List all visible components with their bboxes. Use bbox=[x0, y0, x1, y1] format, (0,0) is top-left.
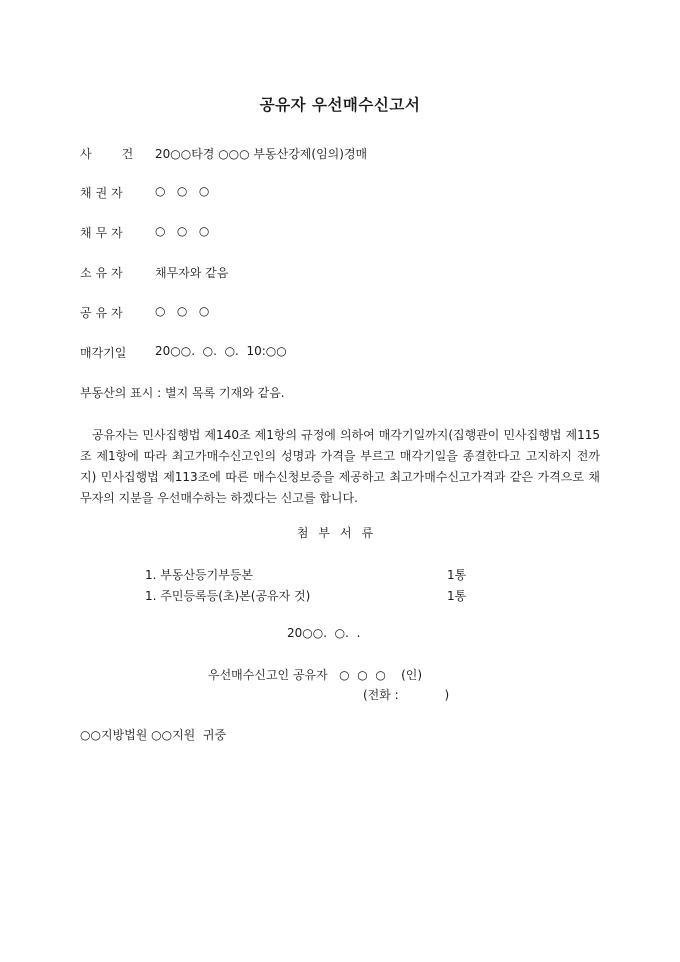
attachments-title: 첨부서류 bbox=[296, 526, 384, 540]
sale-date-label: 매각기일 bbox=[80, 346, 127, 360]
debtor-label: 채무자 bbox=[80, 226, 127, 240]
phone-line: (전화 : ) bbox=[363, 688, 450, 702]
court-addressee: ○○지방법원 ○○지원 귀중 bbox=[80, 728, 227, 742]
creditor-value: ○ ○ ○ bbox=[155, 184, 210, 198]
body-paragraph: 공유자는 민사집행법 제140조 제1항의 규정에 의하여 매각기일까지(집행관이 민사집행법 제115조 제1항에 따라 최고가매수신고인의 성명과 가격을 부르고 매각기일을 종결한다고 고지하지 전까지) 민사집행법 제113조에 따른 매수신청보증을 제공하고 최고가매수신고가격과 같은 가격으로 채무자의 지분을 우선매수하는 하겠다는 신고를 합니다. bbox=[80, 428, 600, 505]
signature-line: 우선매수신고인 공유자 ○ ○ ○ (인) bbox=[208, 668, 423, 682]
coowner-label: 공유자 bbox=[80, 306, 127, 320]
case-label: 사건 bbox=[80, 147, 134, 161]
attachment-item: 1. 주민등록등(초)본(공유자 것) bbox=[145, 589, 311, 603]
attachment-qty: 1통 bbox=[447, 568, 467, 582]
attachment-qty: 1통 bbox=[447, 589, 467, 603]
debtor-value: ○ ○ ○ bbox=[155, 224, 210, 238]
sale-date-value: 20○○. ○. ○. 10:○○ bbox=[155, 344, 287, 358]
document-title: 공유자 우선매수신고서 bbox=[259, 96, 421, 114]
document-date: 20○○. ○. . bbox=[287, 626, 361, 640]
case-value: 20○○타경 ○○○ 부동산강제(임의)경매 bbox=[155, 147, 368, 161]
attachment-item: 1. 부동산등기부등본 bbox=[145, 568, 254, 582]
coowner-value: ○ ○ ○ bbox=[155, 304, 210, 318]
owner-value: 채무자와 같음 bbox=[155, 266, 229, 280]
owner-label: 소유자 bbox=[80, 266, 127, 280]
property-note: 부동산의 표시 : 별지 목록 기재와 같음. bbox=[80, 386, 285, 400]
creditor-label: 채권자 bbox=[80, 186, 127, 200]
